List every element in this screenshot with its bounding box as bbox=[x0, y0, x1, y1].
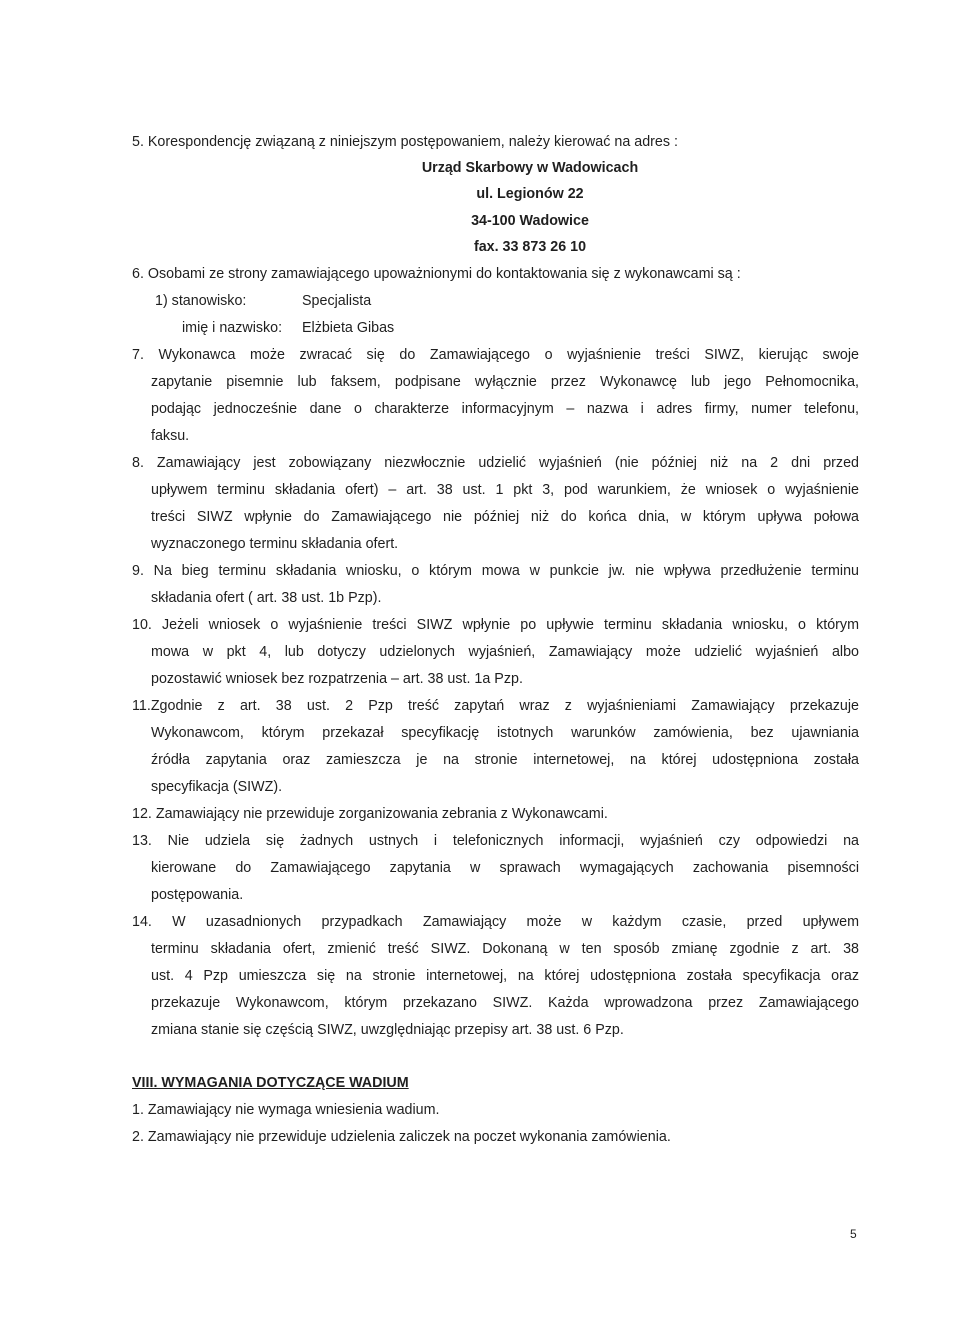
address-city: 34-100 Wadowice bbox=[471, 213, 589, 229]
item-14-line-3: ust. 4 Pzp umieszcza się na stronie internetowej, na której udostępniona została specyfikacja oraz bbox=[151, 968, 859, 984]
item-7-line-4: faksu. bbox=[151, 428, 190, 444]
section-viii-item-2: 2. Zamawiający nie przewiduje udzielenia zaliczek na poczet wykonania zamówienia. bbox=[132, 1129, 671, 1145]
item-5-text: 5. Korespondencję związaną z niniejszym postępowaniem, należy kierować na adres : bbox=[132, 134, 678, 150]
item-11-line-3: źródła zapytania oraz zamieszcza je na stronie internetowej, na której udostępniona została bbox=[151, 752, 859, 768]
contact-name-label: imię i nazwisko: bbox=[182, 320, 283, 336]
item-14-line-5: zmiana stanie się częścią SIWZ, uwzględniając przepisy art. 38 ust. 6 Pzp. bbox=[151, 1022, 624, 1038]
item-8-line-4: wyznaczonego terminu składania ofert. bbox=[151, 536, 399, 552]
item-8-line-1: 8. Zamawiający jest zobowiązany niezwłocznie udzielić wyjaśnień (nie później niż na 2 dni przed bbox=[132, 455, 859, 471]
item-10-line-2: mowa w pkt 4, lub dotyczy udzielonych wyjaśnień, Zamawiający może udzielić wyjaśnień albo bbox=[151, 644, 859, 660]
item-14-line-4: przekazuje Wykonawcom, którym przekazano SIWZ. Każda wprowadzona przez Zamawiającego bbox=[151, 995, 859, 1011]
item-9-line-2: składania ofert ( art. 38 ust. 1b Pzp). bbox=[151, 590, 382, 606]
item-13-line-3: postępowania. bbox=[151, 887, 244, 903]
contact-name-value: Elżbieta Gibas bbox=[302, 320, 395, 336]
page-number: 5 bbox=[850, 1227, 857, 1241]
item-14-line-2: terminu składania ofert, zmienić treść SIWZ. Dokonaną w ten sposób zmianę zgodnie z art. 38 bbox=[151, 941, 859, 957]
item-10-line-3: pozostawić wniosek bez rozpatrzenia – art. 38 ust. 1a Pzp. bbox=[151, 671, 523, 687]
item-12-line-1: 12. Zamawiający nie przewiduje zorganizowania zebrania z Wykonawcami. bbox=[132, 806, 608, 822]
item-10-line-1: 10. Jeżeli wniosek o wyjaśnienie treści SIWZ wpłynie po upływie terminu składania wniosku, o którym bbox=[132, 617, 859, 633]
item-14-line-1: 14. W uzasadnionych przypadkach Zamawiający może w każdym czasie, przed upływem bbox=[132, 914, 859, 930]
item-6-text: 6. Osobami ze strony zamawiającego upoważnionymi do kontaktowania się z wykonawcami są : bbox=[132, 266, 741, 282]
section-viii-heading: VIII. WYMAGANIA DOTYCZĄCE WADIUM bbox=[132, 1075, 409, 1091]
item-11-line-2: Wykonawcom, którym przekazał specyfikację istotnych warunków zamówienia, bez ujawniania bbox=[151, 725, 859, 741]
contact-position-label: 1) stanowisko: bbox=[155, 293, 247, 309]
item-13-line-2: kierowane do Zamawiającego zapytania w sprawach wymagających zachowania pisemności bbox=[151, 860, 859, 876]
item-7-line-3: podając jednocześnie dane o charakterze informacyjnym – nazwa i adres firmy, numer telefonu, bbox=[151, 401, 859, 417]
item-11-line-4: specyfikacja (SIWZ). bbox=[151, 779, 283, 795]
item-13-line-1: 13. Nie udziela się żadnych ustnych i telefonicznych informacji, wyjaśnień czy odpowiedzi na bbox=[132, 833, 859, 849]
address-office: Urząd Skarbowy w Wadowicach bbox=[421, 160, 639, 176]
item-8-line-2: upływem terminu składania ofert) – art. 38 ust. 1 pkt 3, pod warunkiem, że wniosek o wyjaśnienie bbox=[151, 482, 859, 498]
item-7-line-1: 7. Wykonawca może zwracać się do Zamawiającego o wyjaśnienie treści SIWZ, kierując swoje bbox=[132, 347, 859, 363]
item-11-line-1: 11.Zgodnie z art. 38 ust. 2 Pzp treść zapytań wraz z wyjaśnieniami Zamawiający przekazuje bbox=[132, 698, 859, 714]
section-viii-item-1: 1. Zamawiający nie wymaga wniesienia wadium. bbox=[132, 1102, 440, 1118]
item-8-line-3: treści SIWZ wpłynie do Zamawiającego nie później niż do końca dnia, w którym upływa połowa bbox=[151, 509, 859, 525]
contact-position-value: Specjalista bbox=[302, 293, 372, 309]
address-street: ul. Legionów 22 bbox=[476, 186, 584, 202]
item-9-line-1: 9. Na bieg terminu składania wniosku, o którym mowa w punkcie jw. nie wpływa przedłużenie terminu bbox=[132, 563, 859, 579]
item-7-line-2: zapytanie pisemnie lub faksem, podpisane wyłącznie przez Wykonawcę lub jego Pełnomocnika, bbox=[151, 374, 859, 390]
address-fax: fax. 33 873 26 10 bbox=[473, 239, 587, 255]
